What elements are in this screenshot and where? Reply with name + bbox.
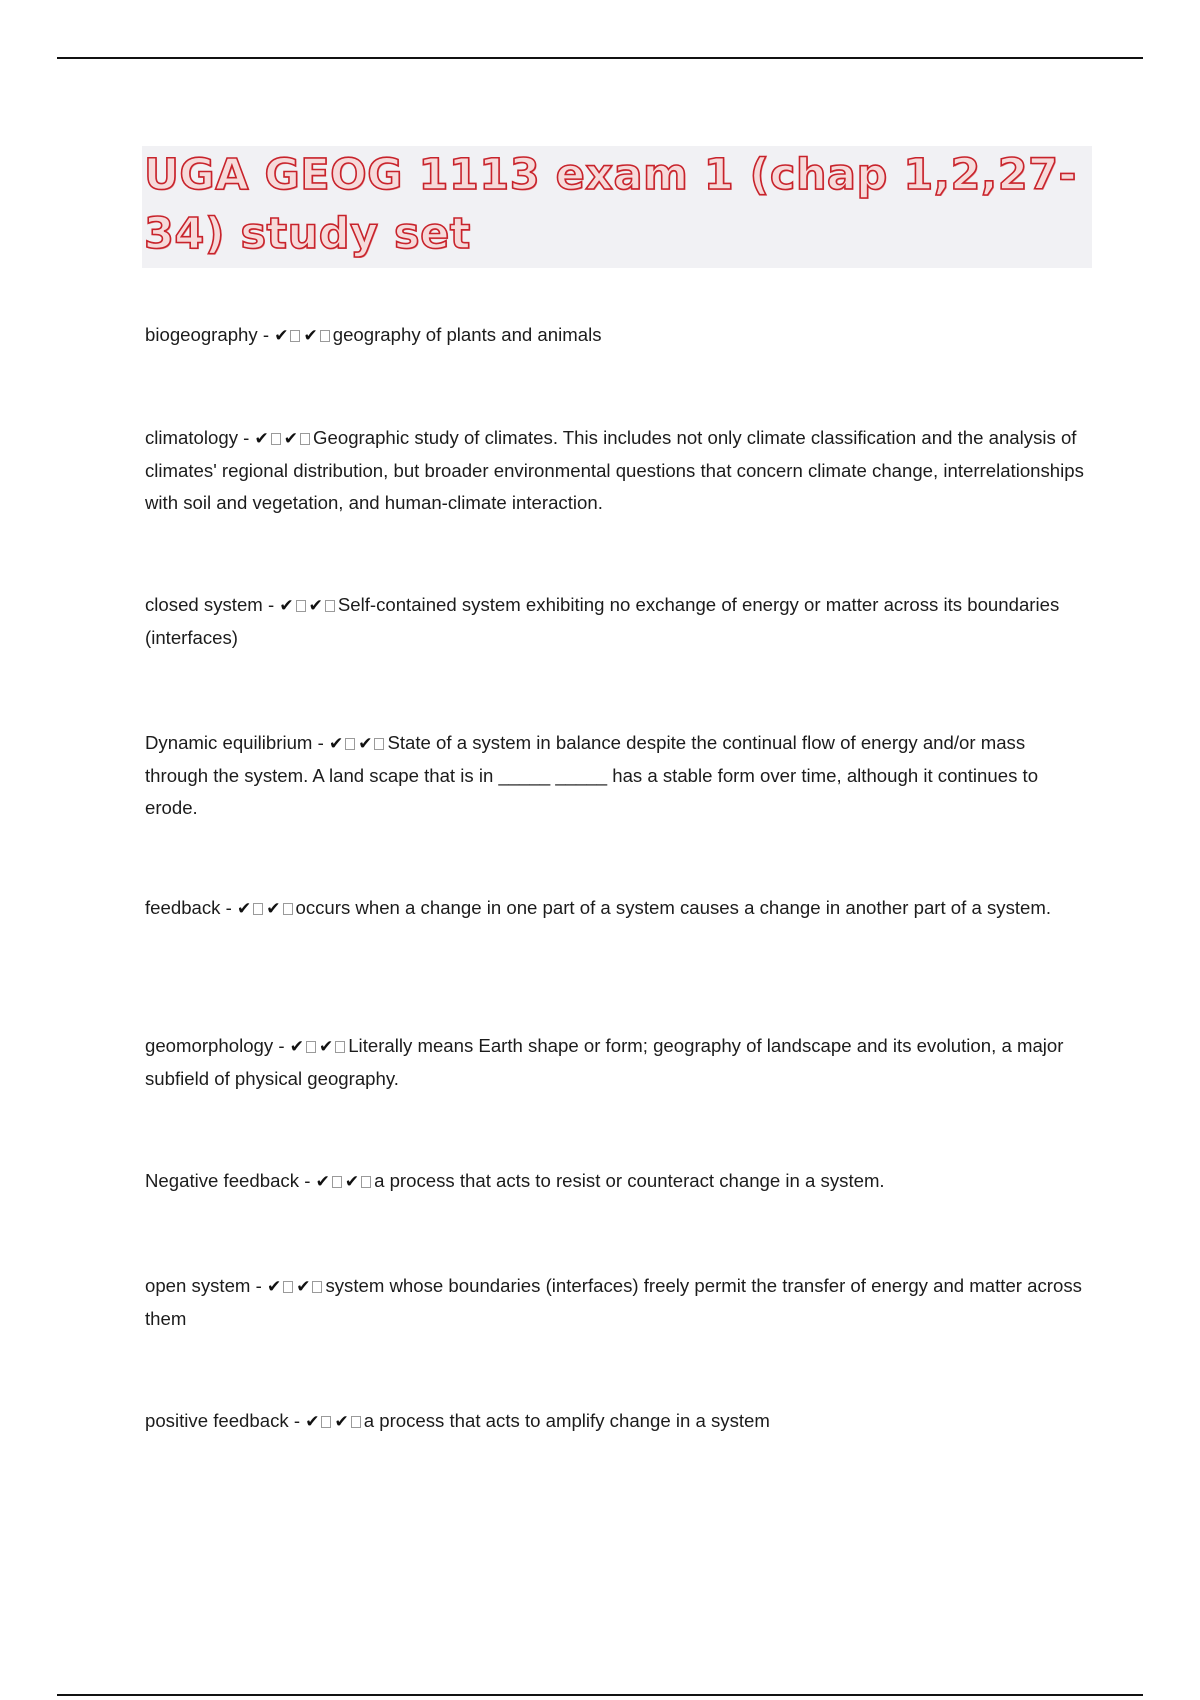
check-mark-icon: ✔ [289,1037,304,1057]
entry-definition: State of a system in balance despite the continual flow of energy and/or mass through the system. A land scape that is in _____ _____ has a stable form over time, although it continues to erode. [145,732,1039,818]
entry-separator: - [257,324,275,345]
checkbox-icon [374,738,384,750]
entry-separator: - [288,1410,306,1431]
entry-definition: occurs when a change in one part of a system causes a change in another part of a system. [295,897,1052,918]
check-mark-icon: ✔ [315,1172,330,1192]
entry-term: feedback [145,897,221,918]
checkbox-icon [283,1281,293,1293]
term-entry [145,319,1085,352]
title-banner [142,146,1092,268]
check-mark-icon: ✔ [283,429,299,449]
term-entry [145,1165,1085,1198]
check-mark-icon: ✔ [254,429,269,449]
bottom-rule [57,1694,1143,1696]
term-entry [145,727,1085,824]
term-entry [145,422,1085,519]
checkbox-icon [271,433,281,445]
checkbox-icon [335,1041,345,1053]
top-rule [57,57,1143,59]
entry-separator: - [273,1035,290,1056]
check-mark-icon: ✔ [358,734,373,754]
entry-term: climatology [145,427,239,448]
entry-definition: Self-contained system exhibiting no exchange of energy or matter across its boundaries (interfaces) [145,594,1060,648]
checkbox-icon [296,600,306,612]
term-entry [145,589,1085,654]
checkbox-icon [351,1416,361,1428]
entry-term: Negative feedback [145,1170,300,1191]
entry-definition: Geographic study of climates. This includes not only climate classification and the analysis of climates' regional distribution, but broader environmental questions that concern climate change, interrelationships with soil and vegetation, and human-climate interaction. [145,427,1084,513]
check-mark-icon: ✔ [266,1277,282,1297]
entry-definition: system whose boundaries (interfaces) freely permit the transfer of energy and matter across them [145,1275,1082,1329]
check-mark-icon: ✔ [318,1037,334,1057]
checkbox-icon [325,600,335,612]
check-mark-icon: ✔ [328,734,344,754]
entry-separator: - [238,427,255,448]
check-mark-icon: ✔ [266,899,281,919]
entry-separator: - [220,897,237,918]
check-mark-icon: ✔ [303,326,318,346]
entry-separator: - [250,1275,267,1296]
entry-term: Dynamic equilibrium [145,732,313,753]
check-mark-icon: ✔ [274,326,289,346]
checkbox-icon [361,1176,371,1188]
checkbox-icon [332,1176,342,1188]
entry-term: positive feedback [145,1410,289,1431]
checkbox-icon [306,1041,316,1053]
check-mark-icon: ✔ [334,1412,349,1432]
checkbox-icon [253,903,263,915]
checkbox-icon [312,1281,322,1293]
entry-term: closed system [145,594,263,615]
term-entry [145,1405,1085,1438]
entry-separator: - [312,732,329,753]
checkbox-icon [320,330,330,342]
checkbox-icon [300,433,310,445]
check-mark-icon: ✔ [344,1172,360,1192]
check-mark-icon: ✔ [296,1277,311,1297]
checkbox-icon [290,330,300,342]
entry-definition: a process that acts to amplify change in a system [363,1410,770,1431]
check-mark-icon: ✔ [237,899,252,919]
check-mark-icon: ✔ [308,596,323,616]
check-mark-icon: ✔ [279,596,294,616]
document-title: UGA GEOG 1113 exam 1 (chap 1,2,27-34) study set [144,150,1077,259]
checkbox-icon [345,738,355,750]
entry-term: open system [145,1275,251,1296]
entry-definition: a process that acts to resist or counteract change in a system. [374,1170,885,1191]
entry-term: biogeography [145,324,258,345]
entry-separator: - [262,594,280,615]
entry-term: geomorphology [145,1035,274,1056]
entry-definition: Literally means Earth shape or form; geography of landscape and its evolution, a major subfield of physical geography. [145,1035,1064,1089]
checkbox-icon [321,1416,331,1428]
check-mark-icon: ✔ [305,1412,320,1432]
entry-separator: - [299,1170,316,1191]
entry-definition: geography of plants and animals [332,324,602,345]
term-entry [145,1030,1085,1095]
checkbox-icon [283,903,293,915]
term-entry [145,1270,1085,1335]
term-entry [145,892,1085,925]
